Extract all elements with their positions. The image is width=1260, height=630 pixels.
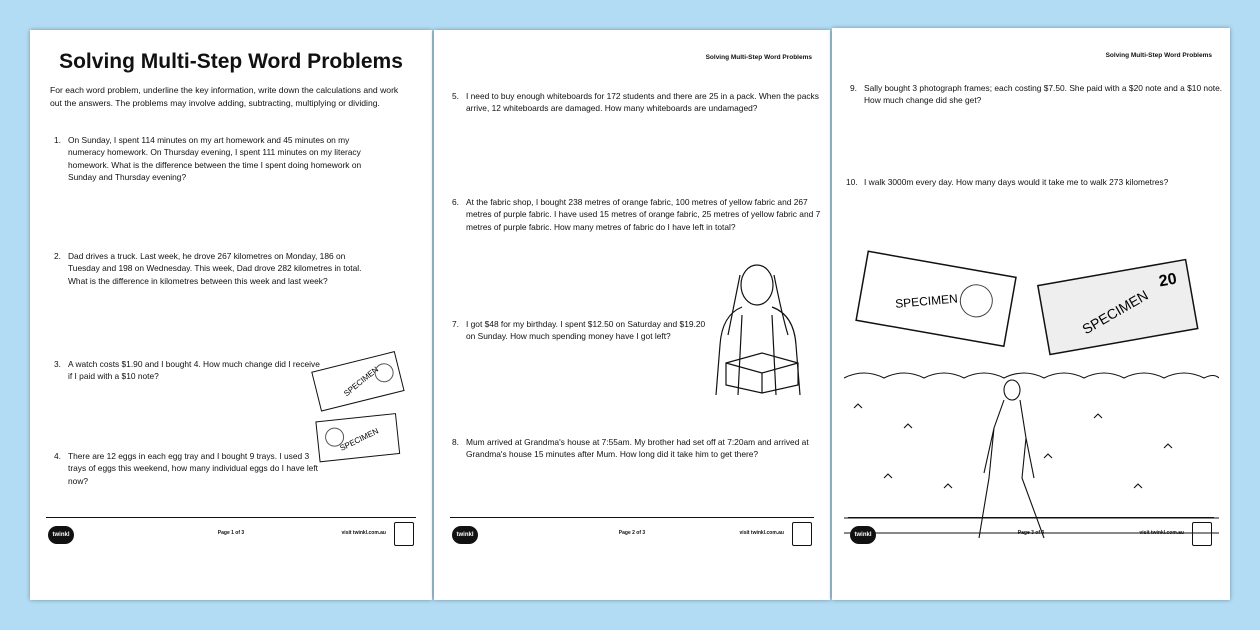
question-number: 10. bbox=[846, 177, 858, 187]
twinkl-logo: twinkl bbox=[48, 526, 74, 544]
question-text: Sally bought 3 photograph frames; each costing $7.50. She paid with a $20 note and a $10 note. How much change did she get? bbox=[864, 83, 1223, 106]
question-8 bbox=[452, 436, 826, 461]
twinkl-logo: twinkl bbox=[850, 526, 876, 544]
question-text: A watch costs $1.90 and I bought 4. How much change did I receive if I paid with a $10 note? bbox=[68, 359, 320, 382]
page-footer bbox=[450, 517, 814, 558]
page-footer bbox=[46, 517, 416, 558]
instructions: For each word problem, underline the key information, write down the calculations and work out the answers. The problems may involve adding, subtracting, multiplying or dividing. bbox=[50, 85, 399, 108]
question-number: 8. bbox=[452, 437, 459, 447]
question-text: At the fabric shop, I bought 238 metres of orange fabric, 100 metres of yellow fabric and 267 metres of purple fabric. I have used 15 metres of orange fabric, 25 metres of yellow fabric and 7 metres of purple fabric. How many metres of fabric do I have left in total? bbox=[466, 197, 821, 232]
website-link[interactable]: visit twinkl.com.au bbox=[1139, 530, 1184, 536]
worksheet-page-2 bbox=[434, 30, 830, 600]
question-text: Mum arrived at Grandma's house at 7:55am. My brother had set off at 7:20am and arrived at Grandma's house 15 minutes after Mum. How long did it take him to get there? bbox=[466, 437, 809, 460]
quality-badge-icon bbox=[394, 522, 414, 546]
question-text: I walk 3000m every day. How many days would it take me to walk 273 kilometres? bbox=[864, 177, 1169, 187]
quality-badge-icon bbox=[792, 522, 812, 546]
question-number: 6. bbox=[452, 197, 459, 207]
question-number: 7. bbox=[452, 319, 459, 329]
svg-text:SPECIMEN: SPECIMEN bbox=[894, 291, 959, 311]
worksheet-page-1 bbox=[30, 30, 432, 600]
page-number: Page 3 of 3 bbox=[1017, 530, 1045, 536]
question-3 bbox=[54, 358, 323, 383]
page-number: Page 2 of 3 bbox=[618, 530, 646, 536]
question-text: Dad drives a truck. Last week, he drove 267 kilometres on Monday, 186 on Tuesday and 198 on Wednesday. This week, Dad drove 282 kilometres in total. What is the difference in kilometres between this week and last week? bbox=[68, 251, 362, 286]
question-number: 3. bbox=[54, 359, 61, 369]
question-text: I got $48 for my birthday. I spent $12.50 on Saturday and $19.20 on Sunday. How much spending money have I got left? bbox=[466, 319, 706, 342]
question-number: 9. bbox=[850, 83, 857, 93]
question-number: 5. bbox=[452, 91, 459, 101]
question-text: There are 12 eggs in each egg tray and I bought 9 trays. I used 3 trays of eggs this weekend, how many individual eggs do I have left now? bbox=[68, 451, 318, 486]
question-number: 1. bbox=[54, 135, 61, 145]
page-number: Page 1 of 3 bbox=[217, 530, 245, 536]
question-text: On Sunday, I spent 114 minutes on my art homework and 45 minutes on my numeracy homework. On Thursday evening, I spent 111 minutes on my literacy homework. What is the difference between the time I spent doing homework on Sunday and Thursday evening? bbox=[68, 135, 362, 183]
svg-text:SPECIMEN: SPECIMEN bbox=[1079, 286, 1151, 338]
girl-with-box-illustration bbox=[702, 245, 814, 405]
question-10 bbox=[846, 176, 1234, 188]
page-footer bbox=[848, 517, 1214, 558]
running-header: Solving Multi-Step Word Problems bbox=[705, 54, 812, 61]
question-1 bbox=[54, 134, 388, 184]
banknote-illustration bbox=[310, 350, 410, 470]
quality-badge-icon bbox=[1192, 522, 1212, 546]
question-text: I need to buy enough whiteboards for 172 students and there are 25 in a pack. When the packs arrive, 12 whiteboards are damaged. How many whiteboards are undamaged? bbox=[466, 91, 819, 114]
running-header: Solving Multi-Step Word Problems bbox=[1105, 52, 1212, 59]
question-9 bbox=[850, 82, 1230, 107]
worksheet-page-3 bbox=[832, 28, 1230, 600]
banknotes-illustration bbox=[842, 243, 1212, 363]
svg-text:SPECIMEN: SPECIMEN bbox=[338, 426, 380, 453]
question-4 bbox=[54, 450, 323, 487]
website-link[interactable]: visit twinkl.com.au bbox=[739, 530, 784, 536]
website-link[interactable]: visit twinkl.com.au bbox=[341, 530, 386, 536]
svg-text:20: 20 bbox=[1157, 270, 1179, 291]
question-number: 4. bbox=[54, 451, 61, 461]
question-6 bbox=[452, 196, 826, 233]
question-5 bbox=[452, 90, 826, 115]
twinkl-logo: twinkl bbox=[452, 526, 478, 544]
page-title: Solving Multi-Step Word Problems bbox=[59, 50, 403, 73]
question-number: 2. bbox=[54, 251, 61, 261]
question-7 bbox=[452, 318, 716, 343]
svg-text:SPECIMEN: SPECIMEN bbox=[342, 364, 381, 399]
question-2 bbox=[54, 250, 368, 287]
